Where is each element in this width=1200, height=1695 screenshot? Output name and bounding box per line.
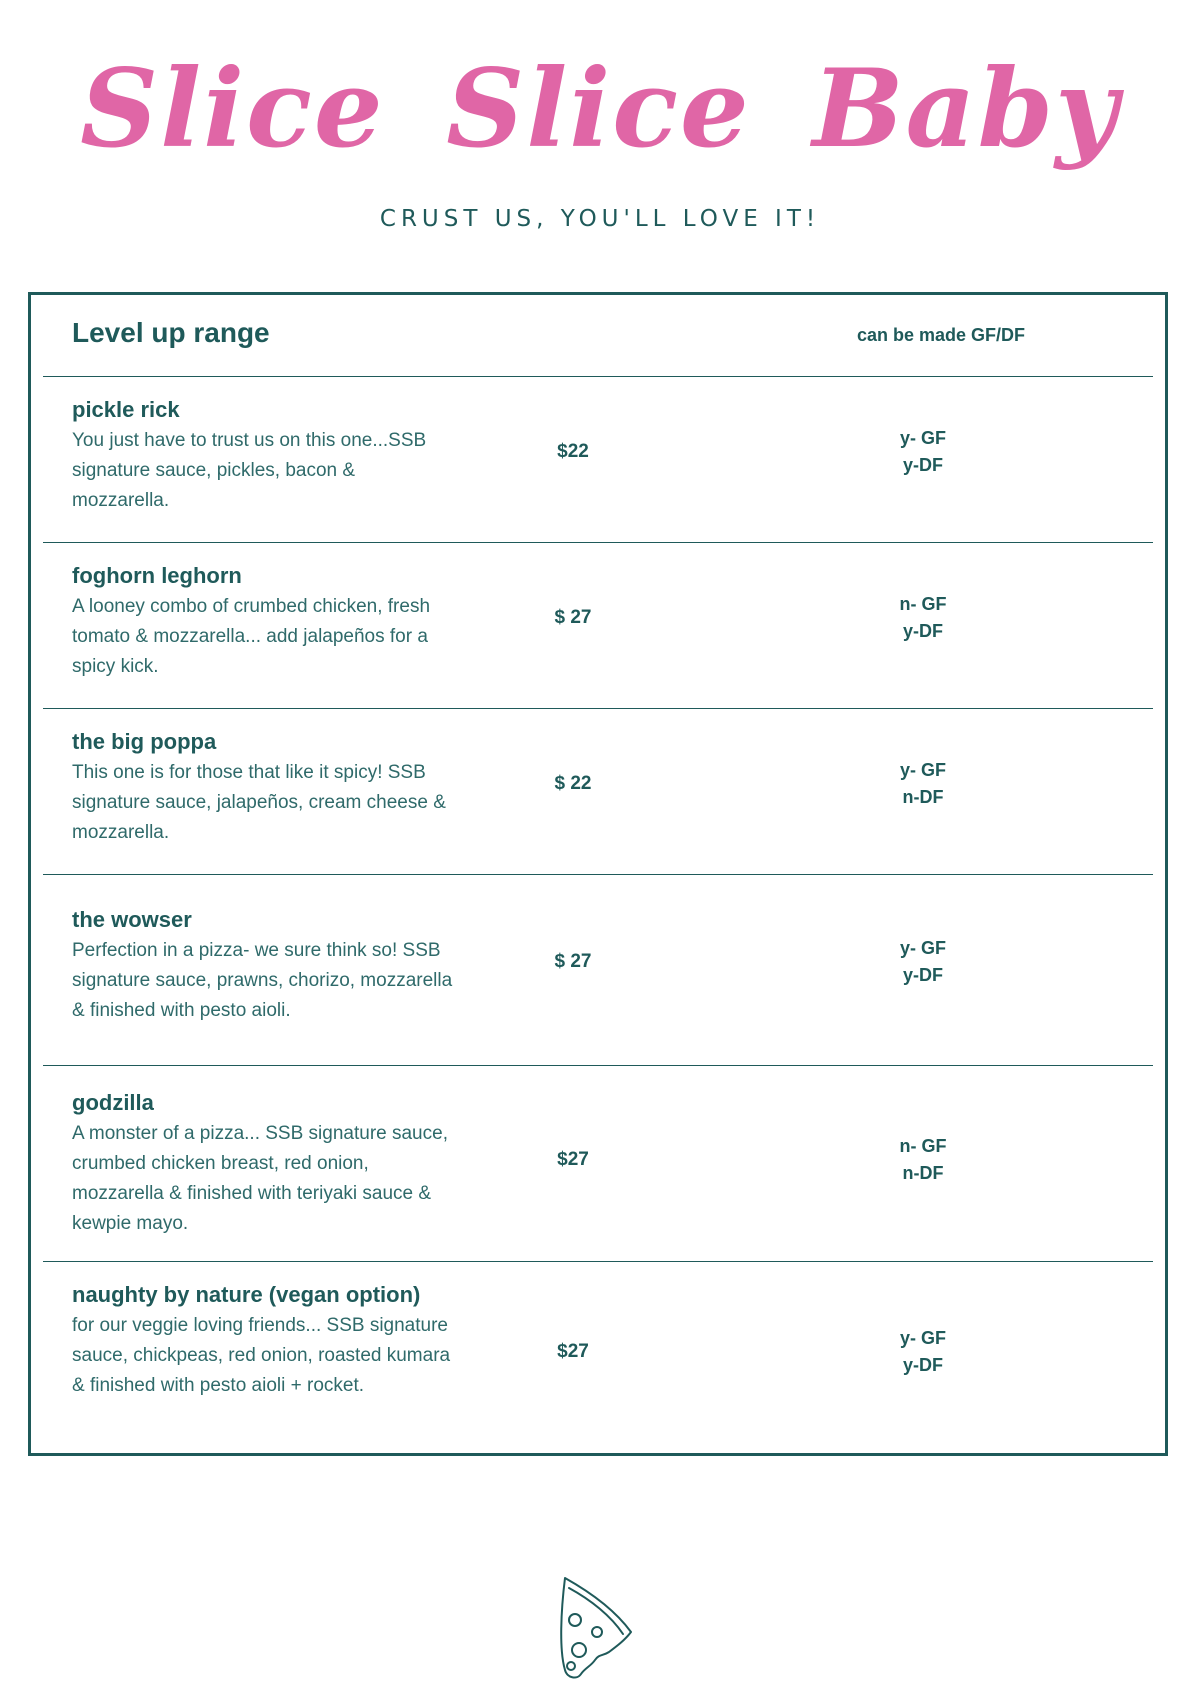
item-description: A monster of a pizza... SSB signature sauce, crumbed chicken breast, red onion, mozzarella & finished with teriyaki sauce & kewpie mayo. <box>72 1123 448 1234</box>
gf-flag: n- GF <box>899 594 947 614</box>
item-price: $ 27 <box>554 951 592 972</box>
menu-item-foghorn-leghorn <box>43 542 1153 709</box>
gf-flag: y- GF <box>899 428 946 448</box>
df-flag: y-DF <box>903 965 943 985</box>
gfdf-column-header: can be made GF/DF <box>857 325 1026 345</box>
item-name: naughty by nature (vegan option) <box>72 1282 421 1307</box>
item-dietary <box>883 1325 963 1379</box>
item-description: This one is for those that like it spicy! SSB signature sauce, jalapeños, cream cheese & mozzarella. <box>72 762 446 843</box>
pizza-slice-icon <box>545 1570 635 1680</box>
df-flag: y-DF <box>903 455 943 475</box>
menu-item-pickle-rick <box>43 376 1153 543</box>
df-flag: y-DF <box>903 1355 943 1375</box>
item-description: Perfection in a pizza- we sure think so! SSB signature sauce, prawns, chorizo, mozzarella & finished with pesto aioli. <box>72 940 453 1021</box>
item-name: godzilla <box>72 1090 154 1115</box>
section-title: Level up range <box>72 317 270 348</box>
item-price: $ 22 <box>554 773 592 794</box>
item-dietary <box>883 757 963 811</box>
menu-item-the-wowser <box>43 874 1153 1066</box>
df-flag: n-DF <box>902 1163 944 1183</box>
menu-header <box>43 295 1153 377</box>
menu-item-naughty-by-nature <box>43 1261 1153 1453</box>
item-dietary <box>883 1133 963 1187</box>
gf-flag: n- GF <box>899 1136 947 1156</box>
gf-flag: y- GF <box>899 1328 946 1348</box>
item-price: $27 <box>557 1341 589 1362</box>
menu-title: Slice Slice Baby <box>80 46 1120 172</box>
item-name: the big poppa <box>72 729 217 754</box>
menu-item-the-big-poppa <box>43 708 1153 875</box>
item-description: A looney combo of crumbed chicken, fresh tomato & mozzarella... add jalapeños for a spicy kick. <box>72 596 431 677</box>
item-name: foghorn leghorn <box>72 563 242 588</box>
item-dietary <box>883 591 963 645</box>
item-description: You just have to trust us on this one...SSB signature sauce, pickles, bacon & mozzarella. <box>72 430 427 511</box>
item-price: $ 27 <box>554 607 592 628</box>
df-flag: n-DF <box>902 787 944 807</box>
item-dietary <box>883 935 963 989</box>
df-flag: y-DF <box>903 621 943 641</box>
gf-flag: y- GF <box>899 938 946 958</box>
item-price: $22 <box>557 441 589 462</box>
menu-tagline: CRUST US, YOU'LL LOVE IT! <box>379 206 821 232</box>
item-price: $27 <box>557 1149 589 1170</box>
menu-item-godzilla <box>43 1065 1153 1262</box>
item-description: for our veggie loving friends... SSB signature sauce, chickpeas, red onion, roasted kumara & finished with pesto aioli + rocket. <box>72 1315 451 1396</box>
menu-box <box>28 292 1168 1456</box>
item-name: pickle rick <box>72 397 180 422</box>
item-dietary <box>883 425 963 479</box>
item-name: the wowser <box>72 907 192 932</box>
gf-flag: y- GF <box>899 760 946 780</box>
